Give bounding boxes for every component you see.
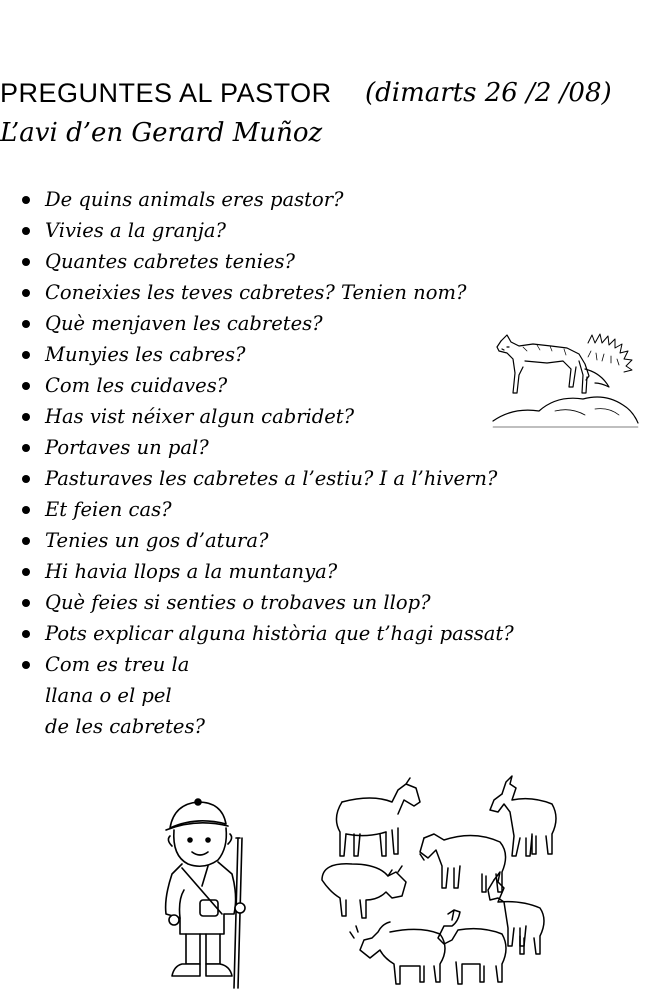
question-item: [0, 370, 514, 401]
question-item: [0, 432, 514, 463]
shepherd-illustration: [160, 798, 255, 993]
question-item: [0, 618, 514, 649]
question-text: Portaves un pal?: [45, 436, 209, 459]
question-text: Hi havia llops a la muntanya?: [45, 560, 338, 583]
page-title: PREGUNTES AL PASTOR: [0, 78, 332, 108]
bullet-icon: [22, 630, 30, 638]
question-text: Tenies un gos d’atura?: [45, 529, 269, 552]
question-item: [0, 649, 514, 742]
bullet-icon: [22, 599, 30, 607]
question-text: Pots explicar alguna història que t’hagi passat?: [45, 622, 514, 645]
question-item: [0, 587, 514, 618]
question-item: [0, 277, 514, 308]
question-item: [0, 463, 514, 494]
question-item: [0, 246, 514, 277]
question-text: Com les cuidaves?: [45, 374, 228, 397]
question-item: [0, 215, 514, 246]
question-text: Coneixies les teves cabretes? Tenien nom?: [45, 281, 467, 304]
question-item: [0, 556, 514, 587]
question-text-line: de les cabretes?: [45, 715, 205, 738]
question-text-line: llana o el pel: [45, 684, 172, 707]
question-text: Pasturaves les cabretes a l’estiu? I a l’hivern?: [45, 467, 498, 490]
bullet-icon: [22, 351, 30, 359]
question-item: [0, 401, 514, 432]
question-item: [0, 339, 514, 370]
date-label: (dimarts 26 /2 /08): [365, 78, 612, 108]
bullet-icon: [22, 196, 30, 204]
question-item: [0, 494, 514, 525]
question-item: [0, 525, 514, 556]
questions-list: [0, 184, 514, 742]
bullet-icon: [22, 289, 30, 297]
bullet-icon: [22, 661, 30, 669]
question-text: Vivies a la granja?: [45, 219, 226, 242]
question-text: Munyies les cabres?: [45, 343, 246, 366]
bullet-icon: [22, 444, 30, 452]
goats-illustration: [312, 772, 572, 999]
wolf-illustration: [493, 323, 638, 433]
bullet-icon: [22, 506, 30, 514]
question-text: Què menjaven les cabretes?: [45, 312, 323, 335]
question-item: [0, 308, 514, 339]
question-item: [0, 184, 514, 215]
bullet-icon: [22, 258, 30, 266]
question-text: Et feien cas?: [45, 498, 172, 521]
question-text: Què feies si senties o trobaves un llop?: [45, 591, 431, 614]
question-text: Quantes cabretes tenies?: [45, 250, 295, 273]
bullet-icon: [22, 227, 30, 235]
page-subtitle: L’avi d’en Gerard Muñoz: [0, 118, 323, 148]
bullet-icon: [22, 537, 30, 545]
bullet-icon: [22, 568, 30, 576]
bullet-icon: [22, 382, 30, 390]
bullet-icon: [22, 475, 30, 483]
bullet-icon: [22, 320, 30, 328]
question-text: Has vist néixer algun cabridet?: [45, 405, 355, 428]
question-text-line: Com es treu la: [45, 653, 190, 676]
bullet-icon: [22, 413, 30, 421]
question-text: De quins animals eres pastor?: [45, 188, 344, 211]
